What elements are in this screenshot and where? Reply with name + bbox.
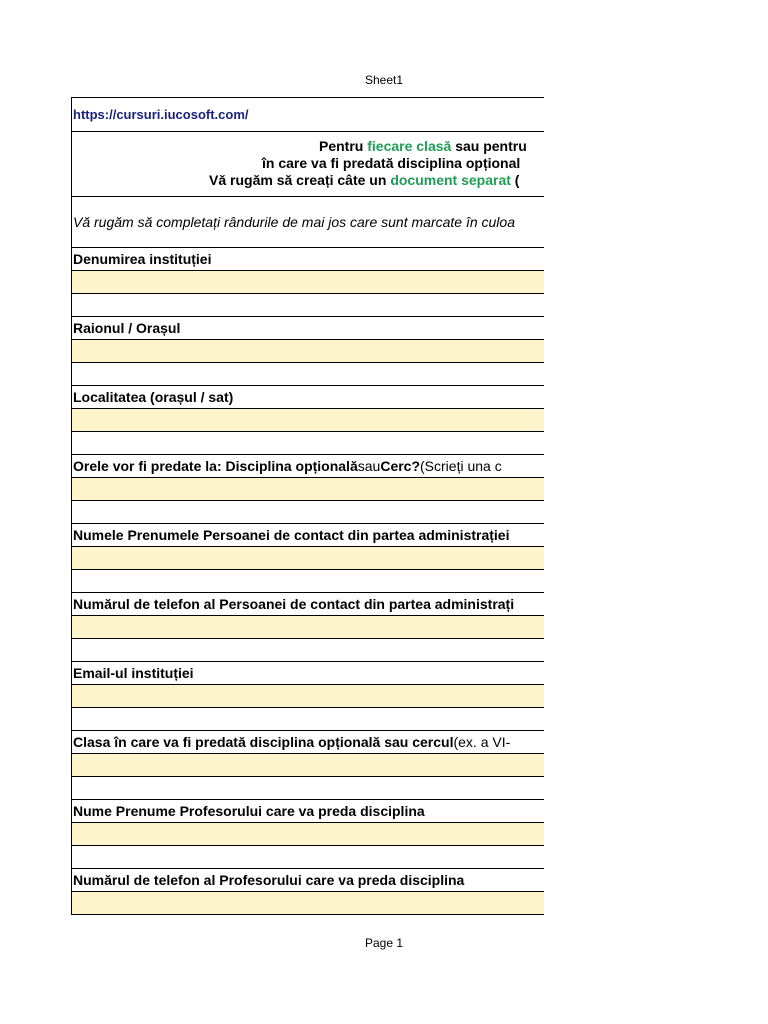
field-label-bold2: Cerc? — [380, 458, 421, 474]
header-line-3-highlight: document separat — [390, 172, 511, 188]
field-label — [72, 524, 544, 546]
input-cell[interactable] — [72, 547, 544, 569]
blank-row — [72, 501, 544, 523]
field-label-bold: Orele vor fi predate la: Disciplina opțională — [73, 458, 358, 474]
input-cell[interactable] — [72, 478, 544, 500]
fields-container — [72, 247, 544, 915]
field-label-bold: Email-ul instituției — [73, 665, 194, 681]
instruction-text: Vă rugăm să completați rândurile de mai jos care sunt marcate în culoa — [73, 214, 515, 230]
field-label-bold: Numărul de telefon al Persoanei de contact din partea administrați — [73, 596, 515, 612]
row-divider — [72, 914, 544, 915]
header-line-3-after: ( — [510, 172, 520, 188]
header-line-1-highlight: fiecare clasă — [367, 138, 452, 154]
blank-row — [72, 708, 544, 730]
field-label — [72, 662, 544, 684]
header-line-3-before: Vă rugăm să creați câte un — [209, 172, 391, 188]
header-line-3 — [209, 172, 519, 189]
field-label — [72, 731, 544, 753]
header-block — [72, 132, 544, 196]
url-row — [72, 98, 544, 131]
field-label-bold: Denumirea instituției — [73, 251, 212, 267]
field-label-normal2: (Scrieți una c — [420, 458, 502, 474]
blank-row — [72, 639, 544, 661]
form-table — [71, 97, 544, 915]
field-label — [72, 593, 544, 615]
input-cell[interactable] — [72, 754, 544, 776]
blank-row — [72, 363, 544, 385]
instruction-row — [72, 197, 544, 247]
input-cell[interactable] — [72, 823, 544, 845]
header-line-1-before: Pentru — [319, 138, 368, 154]
sheet-title: Sheet1 — [364, 73, 404, 87]
input-cell[interactable] — [72, 340, 544, 362]
page-footer: Page 1 — [364, 936, 404, 950]
field-label — [72, 317, 544, 339]
field-label — [72, 800, 544, 822]
spreadsheet-grid — [71, 97, 768, 915]
input-cell[interactable] — [72, 616, 544, 638]
field-label — [72, 386, 544, 408]
input-cell[interactable] — [72, 271, 544, 293]
field-label — [72, 455, 544, 477]
header-line-1 — [319, 138, 527, 155]
header-line-1-after: sau pentru — [451, 138, 527, 154]
field-label — [72, 869, 544, 891]
blank-row — [72, 294, 544, 316]
field-label-normal: (ex. a VI- — [453, 734, 511, 750]
field-label — [72, 248, 544, 270]
field-label-normal: sau — [357, 458, 381, 474]
field-label-bold: Nume Prenume Profesorului care va preda disciplina — [73, 803, 425, 819]
input-cell[interactable] — [72, 409, 544, 431]
field-label-bold: Numele Prenumele Persoanei de contact din partea administrației — [73, 527, 510, 543]
blank-row — [72, 570, 544, 592]
blank-row — [72, 846, 544, 868]
input-cell[interactable] — [72, 892, 544, 914]
website-link[interactable]: https://cursuri.iucosoft.com/ — [73, 107, 249, 122]
blank-row — [72, 432, 544, 454]
field-label-bold: Numărul de telefon al Profesorului care va preda disciplina — [73, 872, 465, 888]
field-label-bold: Localitatea (orașul / sat) — [73, 389, 234, 405]
header-line-2: în care va fi predată disciplina opțional — [262, 155, 521, 171]
blank-row — [72, 777, 544, 799]
input-cell[interactable] — [72, 685, 544, 707]
field-label-bold: Clasa în care va fi predată disciplina opțională sau cercul — [73, 734, 454, 750]
field-label-bold: Raionul / Orașul — [73, 320, 181, 336]
